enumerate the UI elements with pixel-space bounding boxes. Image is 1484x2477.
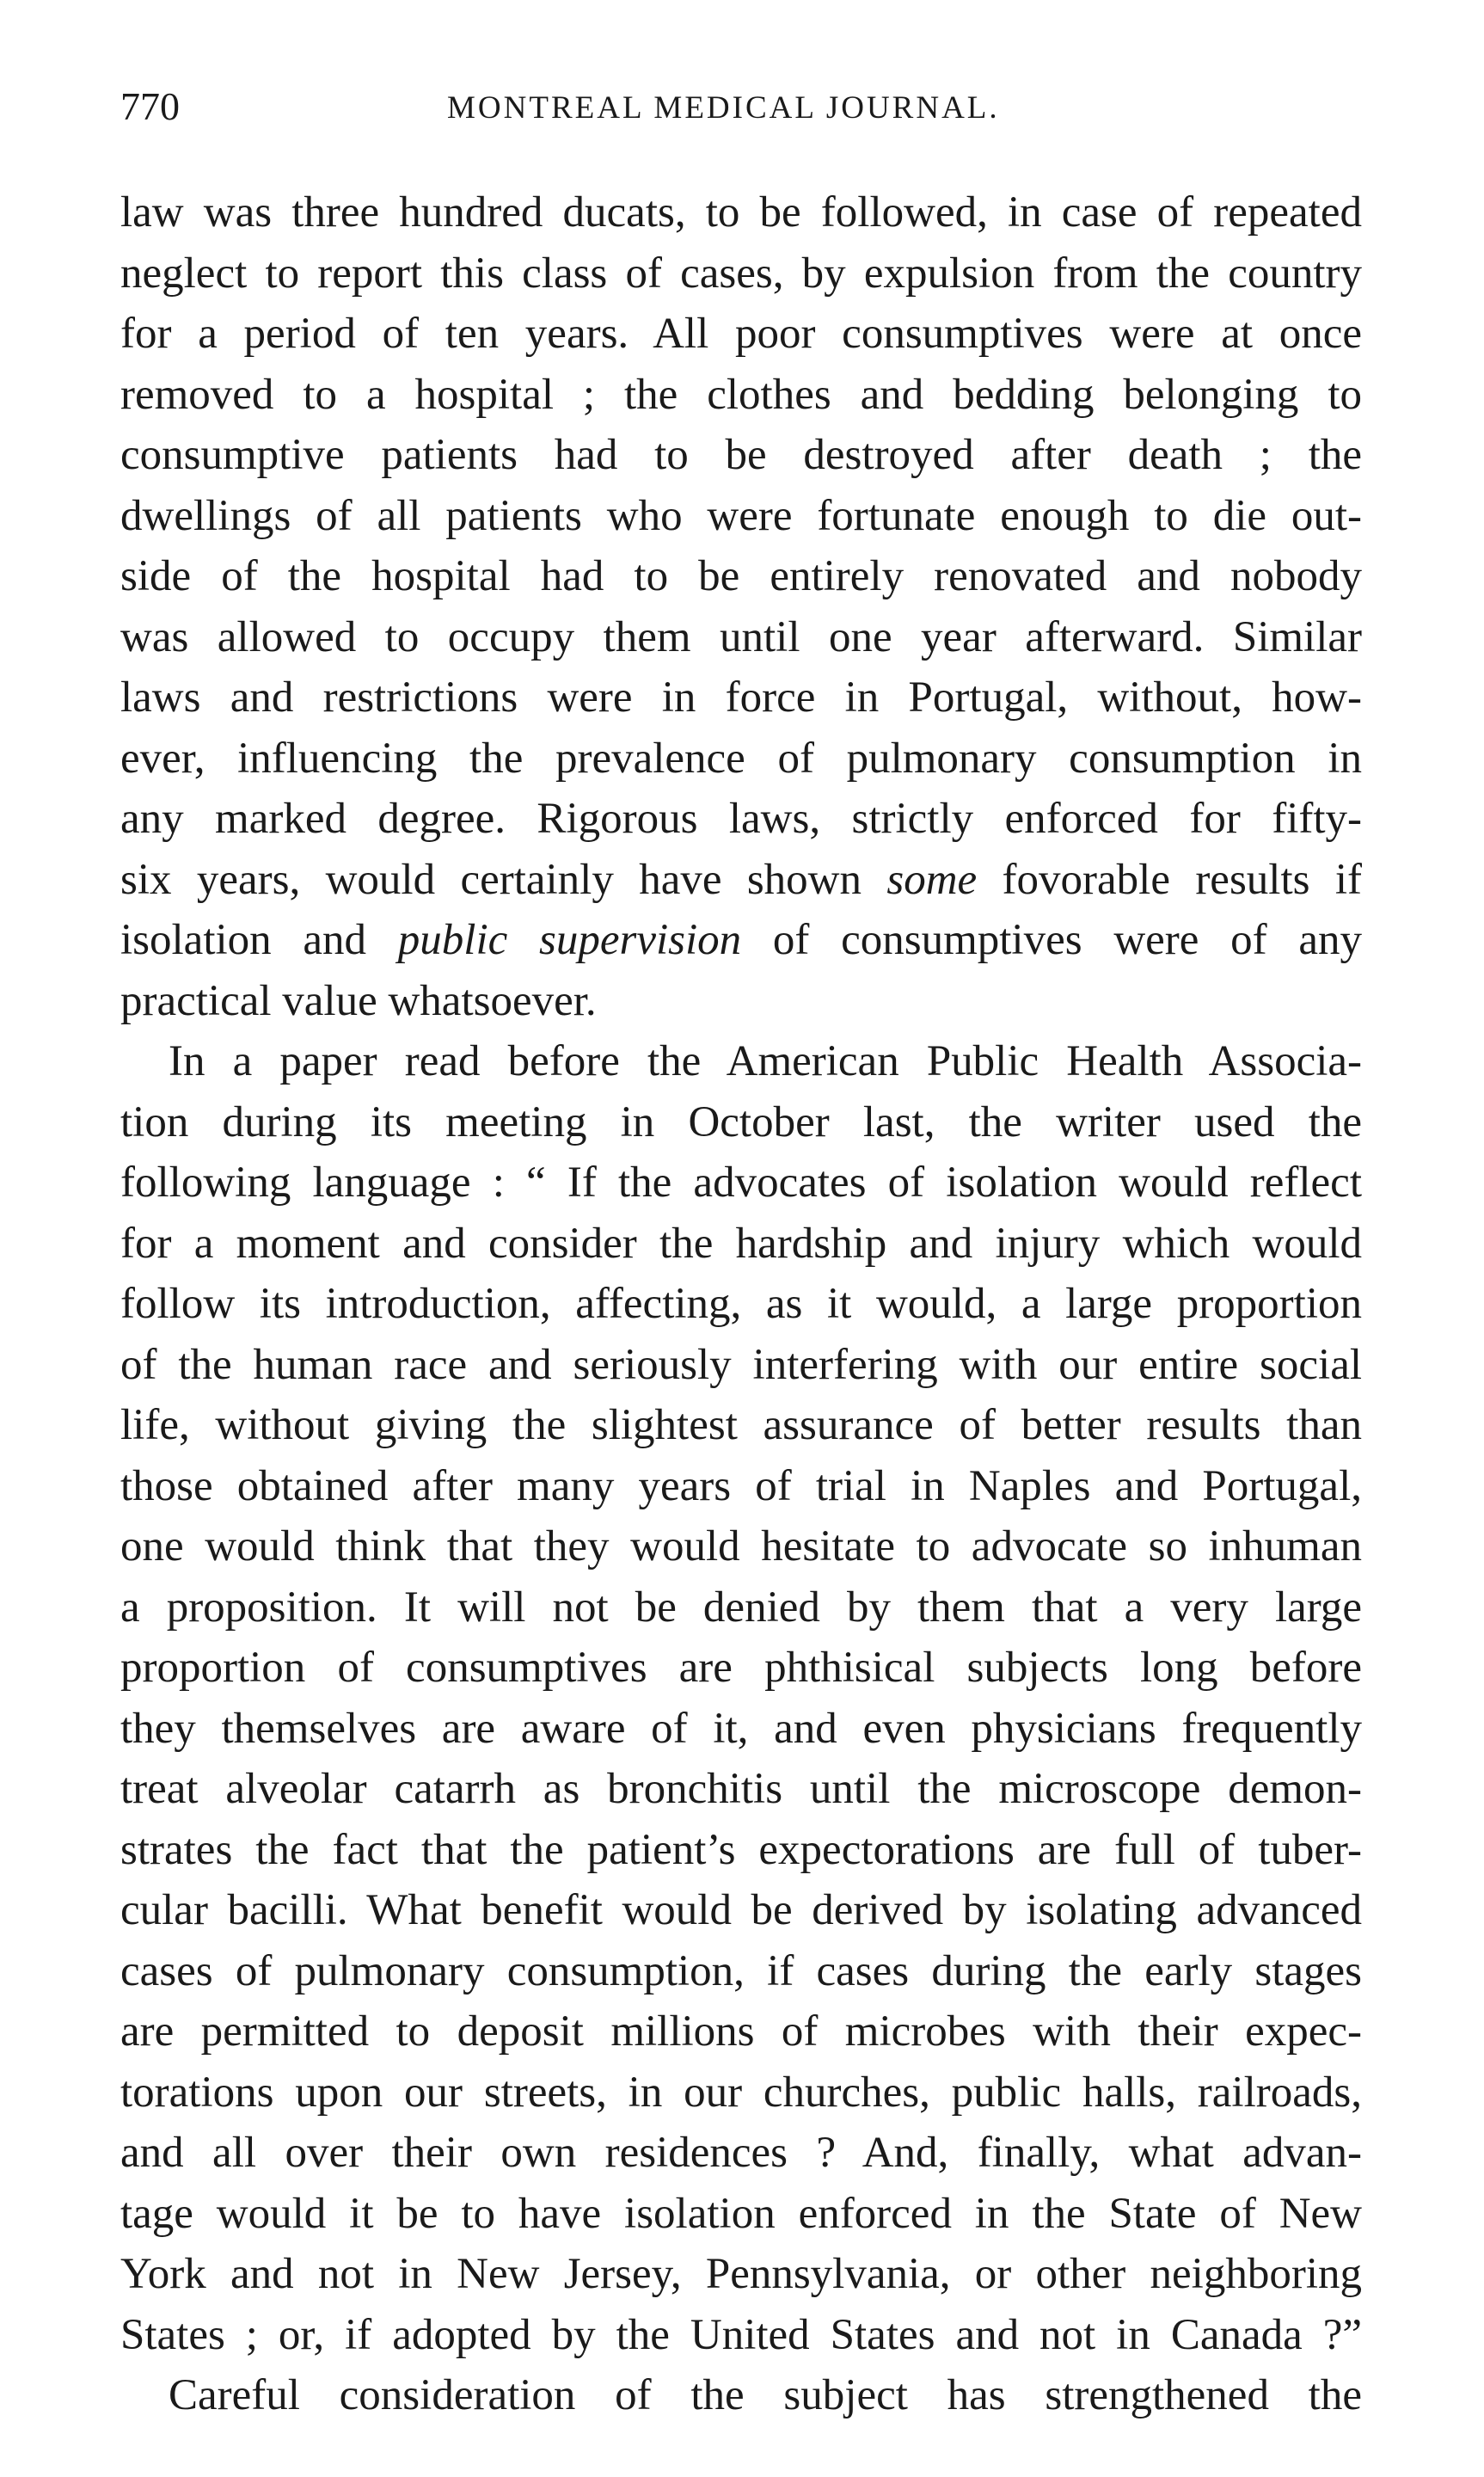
text-line [120, 1759, 1362, 1820]
text-line [120, 1456, 1362, 1517]
text-segment: six years, would certainly have shown [120, 855, 887, 904]
text-line [120, 1516, 1362, 1577]
text-segment: one would think that they would hesitate to advocate so inhuman [120, 1522, 1362, 1570]
text-segment: was allowed to occupy them until one year afterward. Similar [120, 612, 1362, 661]
italic-text: some [886, 855, 978, 904]
text-line [120, 2184, 1362, 2245]
text-line [120, 910, 1362, 971]
text-line [120, 2305, 1362, 2366]
text-line [120, 1214, 1362, 1275]
journal-title: MONTREAL MEDICAL JOURNAL. [447, 90, 1000, 126]
text-line [120, 2244, 1362, 2305]
text-line [120, 1699, 1362, 1760]
text-line [120, 1941, 1362, 2002]
text-segment: torations upon our streets, in our churches, public halls, railroads, [120, 2068, 1362, 2117]
text-segment: treat alveolar catarrh as bronchitis until the microscope demon- [120, 1765, 1362, 1813]
text-segment: States ; or, if adopted by the United States and not in Canada ?” [120, 2310, 1362, 2359]
text-line [120, 850, 1362, 911]
text-line [120, 546, 1362, 607]
italic-text: public supervision [397, 916, 742, 964]
text-line [120, 365, 1362, 426]
text-segment: side of the hospital had to be entirely renovated and nobody [120, 552, 1362, 600]
text-segment: In a paper read before the American Public Health Associa- [169, 1037, 1362, 1085]
text-segment: and all over their own residences ? And, finally, what advan- [120, 2129, 1362, 2177]
text-segment: any marked degree. Rigorous laws, strictly enforced for fifty- [120, 795, 1362, 843]
text-line [120, 789, 1362, 850]
text-segment: proportion of consumptives are phthisical subjects long before [120, 1644, 1362, 1692]
text-segment: for a period of ten years. All poor consumptives were at once [120, 310, 1362, 358]
text-segment: laws and restrictions were in force in Portugal, without, how- [120, 673, 1362, 722]
text-segment: strates the fact that the patient’s expectorations are full of tuber- [120, 1825, 1362, 1874]
text-segment: practical value whatsoever. [120, 976, 597, 1025]
text-segment: of consumptives were of any [741, 916, 1362, 964]
text-line [120, 971, 1362, 1032]
text-segment: isolation and [120, 916, 398, 964]
text-line [120, 728, 1362, 790]
text-line [120, 425, 1362, 486]
text-segment: following language : “ If the advocates of isolation would reflect [120, 1159, 1362, 1207]
text-segment: consumptive patients had to be destroyed after death ; the [120, 431, 1362, 479]
text-line [120, 1395, 1362, 1456]
text-line [120, 2123, 1362, 2184]
text-segment: of the human race and seriously interfering with our entire social [120, 1340, 1362, 1389]
text-segment: they themselves are aware of it, and even physicians frequently [120, 1704, 1362, 1753]
text-line [120, 1820, 1362, 1881]
text-segment: dwellings of all patients who were fortunate enough to die out- [120, 491, 1362, 540]
text-line [120, 243, 1362, 304]
body-text [120, 182, 1362, 2426]
text-segment: cases of pulmonary consumption, if cases during the early stages [120, 1946, 1362, 1995]
text-segment: law was three hundred ducats, to be followed, in case of repeated [120, 188, 1362, 237]
text-segment: York and not in New Jersey, Pennsylvania, or other neighboring [120, 2250, 1362, 2298]
text-segment: tion during its meeting in October last, the writer used the [120, 1097, 1362, 1146]
text-segment: neglect to report this class of cases, by expulsion from the country [120, 249, 1362, 298]
text-line [120, 2001, 1362, 2062]
text-line [120, 304, 1362, 365]
text-line [120, 607, 1362, 668]
text-segment: Careful consideration of the subject has strengthened the [169, 2371, 1362, 2419]
text-line [120, 1092, 1362, 1153]
text-segment: cular bacilli. What benefit would be derived by isolating advanced [120, 1886, 1362, 1934]
text-line [120, 2062, 1362, 2124]
text-line [120, 1577, 1362, 1638]
text-line [120, 486, 1362, 547]
text-segment: life, without giving the slightest assurance of better results than [120, 1401, 1362, 1449]
text-segment: are permitted to deposit millions of microbes with their expec- [120, 2007, 1362, 2056]
running-head [120, 81, 1358, 132]
text-line [120, 667, 1362, 728]
text-line [120, 1335, 1362, 1396]
text-segment: removed to a hospital ; the clothes and bedding belonging to [120, 370, 1362, 419]
text-segment: follow its introduction, affecting, as it would, a large proportion [120, 1280, 1362, 1328]
text-line [120, 1880, 1362, 1941]
text-segment: fovorable results if [977, 855, 1362, 904]
text-line [120, 182, 1362, 243]
text-line [120, 1031, 1362, 1092]
text-line [120, 1638, 1362, 1699]
text-line [120, 1152, 1362, 1214]
text-line [120, 1274, 1362, 1335]
text-segment: for a moment and consider the hardship and injury which would [120, 1219, 1362, 1268]
text-segment: those obtained after many years of trial in Naples and Portugal, [120, 1461, 1362, 1510]
text-segment: ever, influencing the prevalence of pulmonary consumption in [120, 734, 1362, 783]
page-number: 770 [120, 84, 180, 128]
text-line [120, 2365, 1362, 2426]
text-segment: a proposition. It will not be denied by them that a very large [120, 1583, 1362, 1632]
text-segment: tage would it be to have isolation enforced in the State of New [120, 2189, 1362, 2238]
